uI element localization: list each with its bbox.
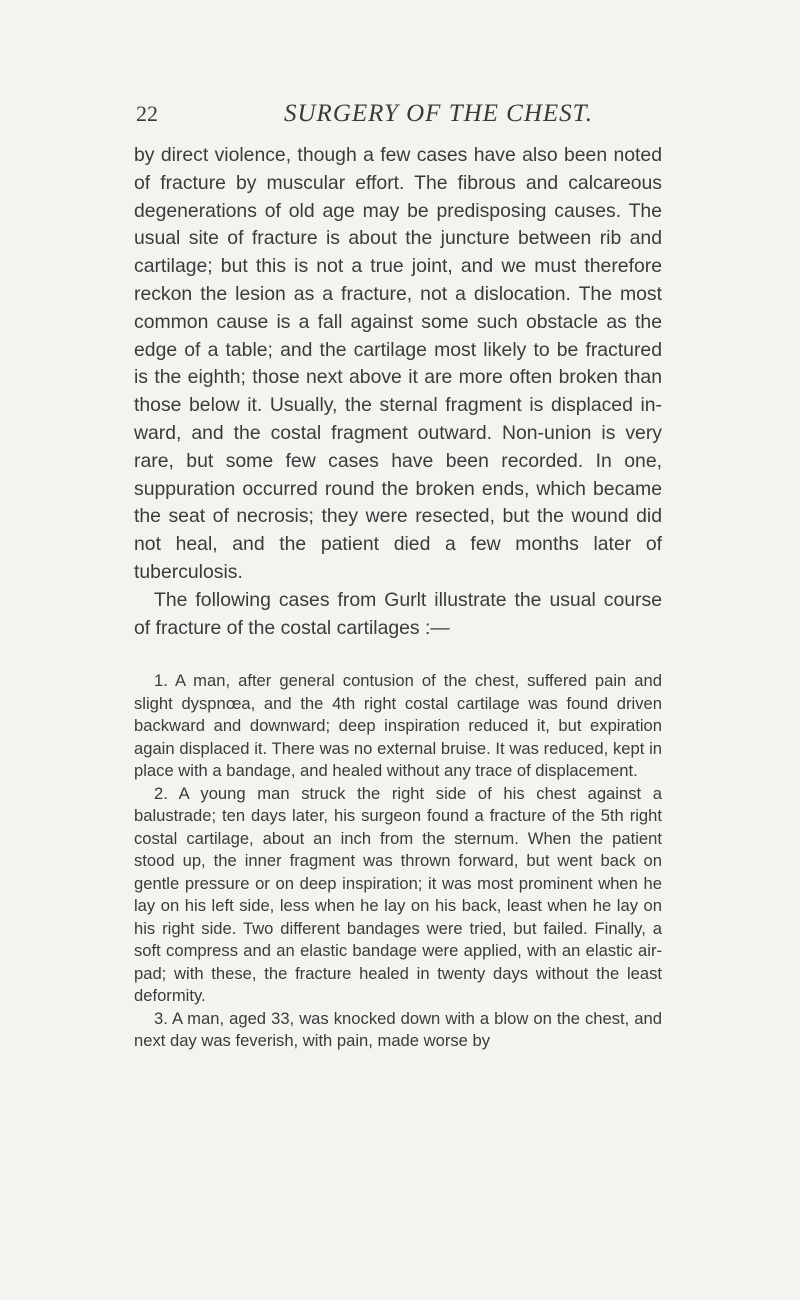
running-head <box>0 94 800 134</box>
page-number: 22 <box>136 101 158 126</box>
case-list <box>134 670 662 1053</box>
case-item: 3. A man, aged 33, was knocked down with a blow on the chest, and next day was feverish, with pain, made worse by <box>134 1008 662 1050</box>
main-text <box>134 142 662 642</box>
case-item: 1. A man, after general contusion of the chest, suffered pain and slight dyspnœa, and the 4th right costal cartilage was found driven backward and downward; deep inspiration reduced it, but expiration again displaced it. There was no external bruise. It was reduced, kept in place with a bandage, and healed without any trace of displacement. <box>134 671 662 780</box>
paragraph: by direct violence, though a few cases have also been noted of fracture by muscular effort. The fibrous and calcareous degenerations of old age may be predisposing causes. The usual site of fracture is about the juncture between rib and cartilage; but this is not a true joint, and we must therefore reckon the lesion as a fracture, not a dislocation. The most common cause is a fall against some such obstacle as the edge of a table; and the cartilage most likely to be fractured is the eighth; those next above it are more often broken than those below it. Usually, the sternal fragment is displaced in-ward, and the costal fragment outward. Non-union is very rare, but some few cases have been recorded. In one, suppuration occurred round the broken ends, which became the seat of necrosis; they were resected, but the wound did not heal, and the patient died a few months later of tuberculosis. <box>134 144 662 583</box>
running-title: SURGERY OF THE CHEST. <box>284 100 593 127</box>
paragraph: The following cases from Gurlt illustrate the usual course of fracture of the costal cartilages :— <box>134 588 662 639</box>
case-item: 2. A young man struck the right side of his chest against a balustrade; ten days later, his surgeon found a fracture of the 5th right costal cartilage, about an inch from the sternum. When the patient stood up, the inner fragment was thrown forward, but went back on gentle pressure or on deep inspiration; it was most prominent when he lay on his left side, less when he lay on his back, least when he lay on his right side. Two different bandages were tried, but failed. Finally, a soft compress and an elastic bandage were applied, with an elastic air-pad; with these, the fracture healed in twenty days without the least deformity. <box>134 783 662 1005</box>
